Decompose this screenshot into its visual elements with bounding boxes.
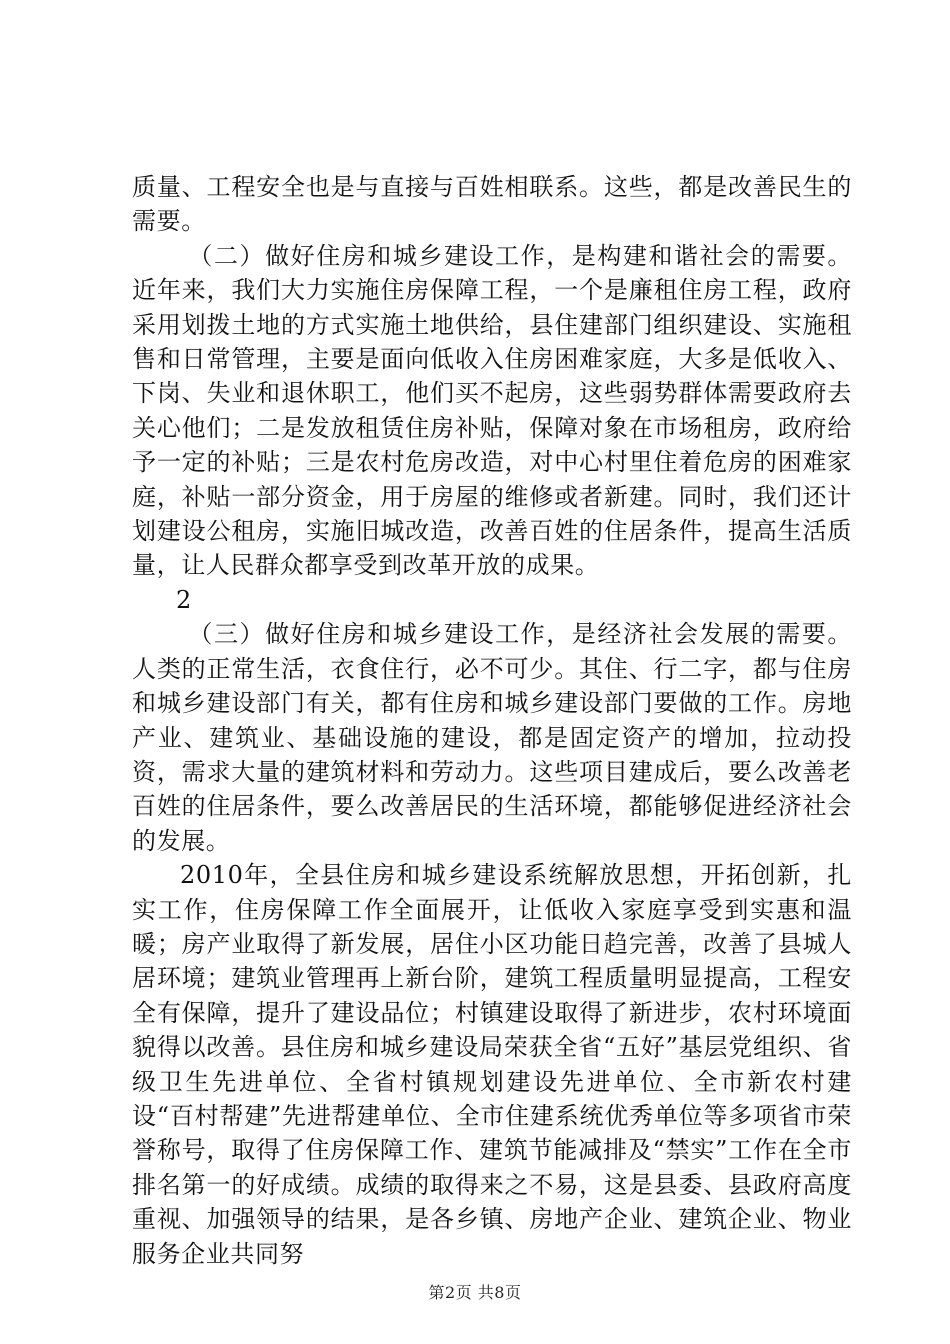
paragraph-section-two: （二）做好住房和城乡建设工作，是构建和谐社会的需要。近年来，我们大力实施住房保障工程，一个是廉租住房工程，政府采用划拨土地的方式实施土地供给，县住建部门组织建设、实施租售和日常管理，主要是面向低收入住房困难家庭，大多是低收入、下岗、失业和退休职工，他们买不起房，这些弱势群体需要政府去关心他们；二是发放租赁住房补贴，保障对象在市场租房，政府给予一定的补贴；三是农村危房改造，对中心村里住着危房的困难家庭，补贴一部分资金，用于房屋的维修或者新建。同时，我们还计划建设公租房，实施旧城改造，改善百姓的住居条件，提高生活质量，让人民群众都享受到改革开放的成果。 — [132, 241, 852, 580]
page-footer: 第2页 共8页 — [428, 1283, 522, 1302]
inline-page-number: 2 — [176, 585, 192, 614]
paragraph-2010-summary: 2010年，全县住房和城乡建设系统解放思想，开拓创新，扎实工作，住房保障工作全面展开，让低收入家庭享受到实惠和温暖；房产业取得了新发展，居住小区功能日趋完善，改善了县城人居环境；建筑业管理再上新台阶，建筑工程质量明显提高，工程安全有保障，提升了建设品位；村镇建设取得了新进步，农村环境面貌得以改善。县住房和城乡建设局荣获全省“五好”基层党组织、省级卫生先进单位、全省村镇规划建设先进单位、全市新农村建设“百村帮建”先进帮建单位、全市住建系统优秀单位等多项省市荣誉称号，取得了住房保障工作、建筑节能减排及“禁实”工作在全市排名第一的好成绩。成绩的取得来之不易，这是县委、县政府高度重视、加强领导的结果，是各乡镇、房地产企业、建筑企业、物业服务企业共同努 — [132, 861, 852, 1268]
document-body — [132, 170, 852, 1271]
paragraph-section-three: （三）做好住房和城乡建设工作，是经济社会发展的需要。人类的正常生活，衣食住行，必不可少。其住、行二字，都与住房和城乡建设部门有关，都有住房和城乡建设部门要做的工作。房地产业、建筑业、基础设施的建设，都是固定资产的增加，拉动投资，需求大量的建筑材料和劳动力。这些项目建成后，要么改善老百姓的住居条件，要么改善居民的生活环境，都能够促进经济社会的发展。 — [132, 620, 852, 855]
paragraph-continuation: 质量、工程安全也是与直接与百姓相联系。这些，都是改善民生的需要。 — [132, 173, 852, 236]
